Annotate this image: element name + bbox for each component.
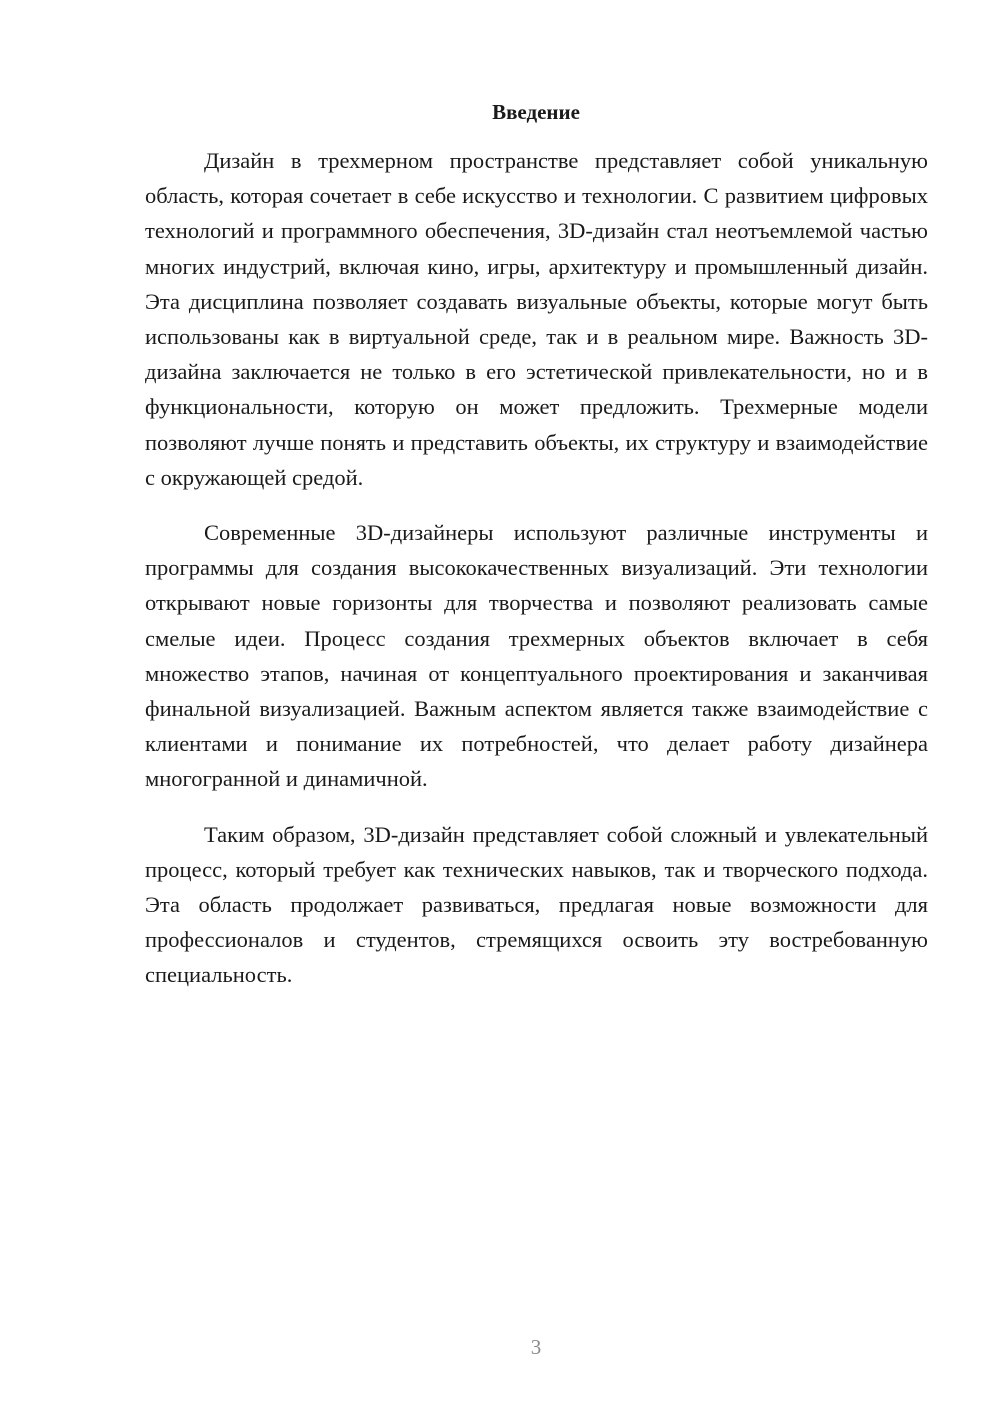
document-body bbox=[145, 143, 928, 1013]
page-title: Введение bbox=[492, 100, 580, 124]
paragraph-3: Таким образом, 3D-дизайн представляет собой сложный и увлекательный процесс, который требует как технических навыков, так и творческого подхода. Эта область продолжает развиваться, предлагая новые возможности для профессионалов и студентов, стремящихся освоить эту востребованную специальность. bbox=[145, 821, 928, 988]
paragraph-1: Дизайн в трехмерном пространстве представляет собой уникальную область, которая сочетает в себе искусство и технологии. С развитием цифровых технологий и программного обеспечения, 3D-дизайн стал неотъемлемой частью многих индустрий, включая кино, игры, архитектуру и промышленный дизайн. Эта дисциплина позволяет создавать визуальные объекты, которые могут быть использованы как в виртуальной среде, так и в реальном мире. Важность 3D-дизайна заключается не только в его эстетической привлекательности, но и в функциональности, которую он может предложить. Трехмерные модели позволяют лучше понять и представить объекты, их структуру и взаимодействие с окружающей средой. bbox=[145, 148, 928, 490]
paragraph-2: Современные 3D-дизайнеры используют различные инструменты и программы для создания высококачественных визуализаций. Эти технологии открывают новые горизонты для творчества и позволяют реализовать самые смелые идеи. Процесс создания трехмерных объектов включает в себя множество этапов, начиная от концептуального проектирования и заканчивая финальной визуализацией. Важным аспектом является также взаимодействие с клиентами и понимание их потребностей, что делает работу дизайнера многогранной и динамичной. bbox=[145, 520, 928, 792]
page-number: 3 bbox=[530, 1335, 542, 1359]
